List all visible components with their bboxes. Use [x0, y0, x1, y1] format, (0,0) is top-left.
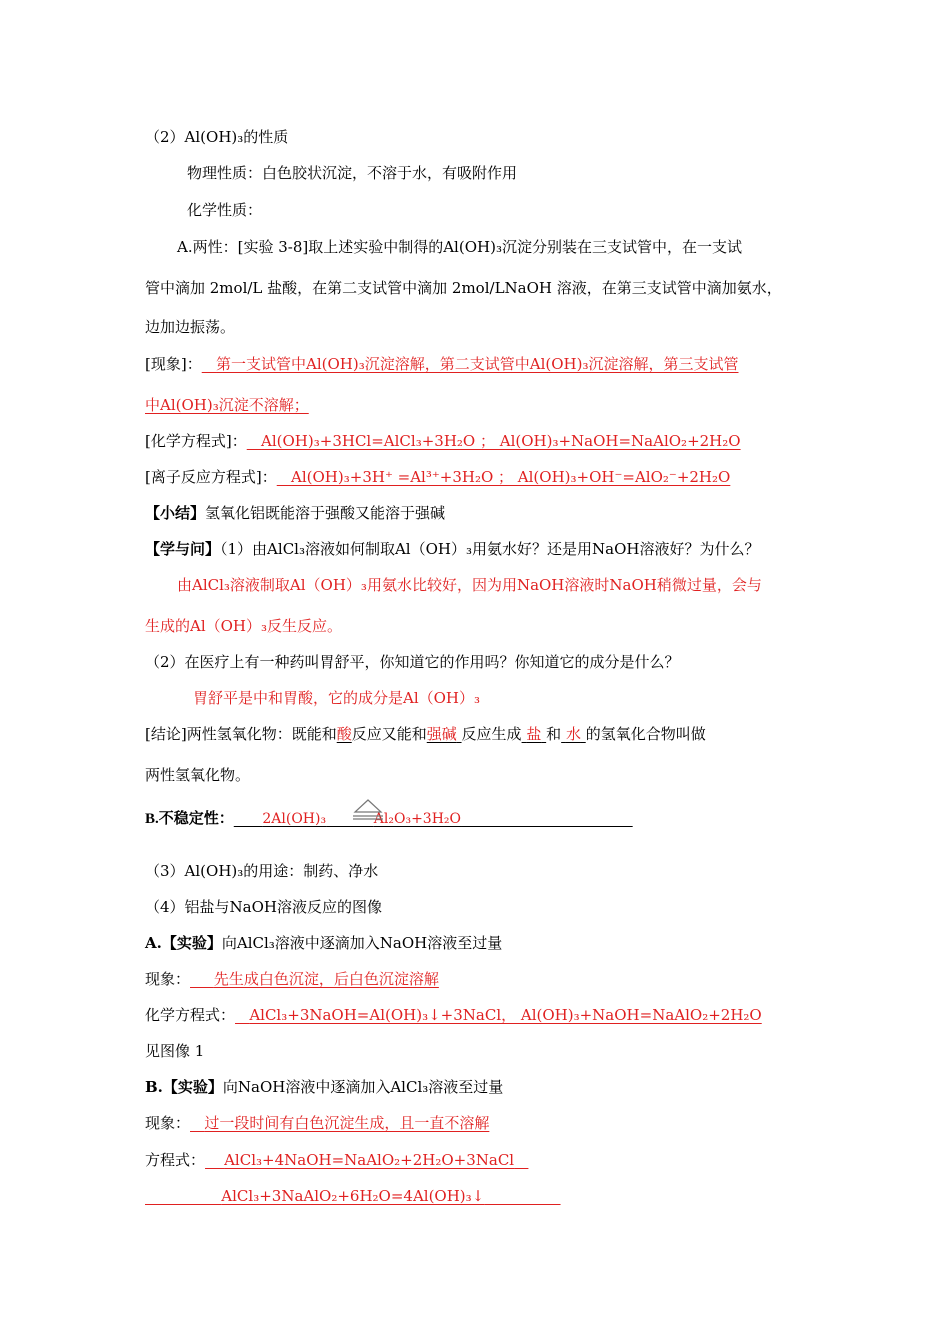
- conclusion-text-a: [结论]两性氢氧化物：既能和: [145, 725, 337, 743]
- experiment-a-tag: A.【实验】: [145, 934, 222, 952]
- phenomenon-answer-2: 中Al(OH)₃沉淀不溶解；: [145, 396, 309, 414]
- section-4-title: （4）铝盐与NaOH溶液反应的图像: [145, 898, 382, 916]
- experiment-a-row: [145, 933, 502, 953]
- chemical-equation-row: [145, 431, 741, 451]
- see-graph-1: 见图像 1: [145, 1042, 205, 1060]
- equation-a-label: 化学方程式：: [145, 1006, 236, 1024]
- learn-ask-question-2: （2）在医疗上有一种药叫胃舒平，你知道它的作用吗？你知道它的成分是什么？: [145, 653, 680, 671]
- equation-a-row: [145, 1005, 762, 1025]
- heat-triangle-icon: [352, 798, 384, 824]
- phenomenon-label: [现象]：: [145, 355, 202, 373]
- conclusion-blank-acid: 酸: [336, 725, 352, 743]
- learn-ask-tag: 【学与问】: [145, 540, 221, 558]
- conclusion-text-i: 的氢氧化合物叫做: [585, 725, 706, 743]
- section-3-uses: （3）Al(OH)₃的用途：制药、净水: [145, 862, 379, 880]
- phenomenon-a-answer: 先生成白色沉淀，后白色沉淀溶解: [213, 970, 439, 988]
- phenomenon-b-label: 现象：: [145, 1114, 191, 1132]
- phenomenon-answer-1: 第一支试管中Al(OH)₃沉淀溶解，第二支试管中Al(OH)₃沉淀溶解，第三支试管: [216, 355, 739, 373]
- ionic-equation-row: [145, 467, 730, 487]
- phenomenon-b-row: [145, 1113, 489, 1133]
- equation-b-answer-1: AlCl₃+4NaOH=NaAlO₂+2H₂O+3NaCl: [224, 1151, 515, 1169]
- experiment-a-text: 向AlCl₃溶液中逐滴加入NaOH溶液至过量: [221, 934, 503, 952]
- instability-equation: 2Al(OH)₃ Al₂O₃+3H₂O: [262, 811, 462, 827]
- conclusion-line-2: 两性氢氧化物。: [145, 766, 251, 784]
- instability-label: B.不稳定性：: [145, 811, 234, 827]
- conclusion-blank-water: 水: [565, 725, 581, 743]
- conclusion-text-e: 反应生成: [461, 725, 522, 743]
- phenomenon-a-row: [145, 969, 439, 989]
- learn-ask-answer-2: 胃舒平是中和胃酸，它的成分是Al（OH）₃: [193, 689, 481, 707]
- chemical-equation-label: [化学方程式]：: [145, 432, 247, 450]
- amphoteric-line-3: 边加边振荡。: [145, 318, 236, 336]
- phenomenon-a-label: 现象：: [145, 970, 191, 988]
- equation-a-answer: AlCl₃+3NaOH=Al(OH)₃↓+3NaCl， Al(OH)₃+NaOH=NaAlO₂+2H₂O: [249, 1006, 762, 1024]
- learn-ask-answer-1-line-2: 生成的Al（OH）₃反生反应。: [145, 617, 343, 635]
- summary-text: 氢氧化铝既能溶于强酸又能溶于强碱: [205, 504, 446, 522]
- experiment-b-tag: B.【实验】: [145, 1078, 223, 1096]
- experiment-b-row: [145, 1077, 503, 1097]
- instability-row: [145, 808, 633, 829]
- equation-b-row-2: [145, 1186, 561, 1206]
- phenomenon-b-answer: 过一段时间有白色沉淀生成，且一直不溶解: [204, 1114, 490, 1132]
- conclusion-blank-base: 强碱: [426, 725, 457, 743]
- conclusion-row: [145, 724, 706, 744]
- summary-tag: 【小结】: [145, 504, 206, 522]
- ionic-equation-label: [离子反应方程式]：: [145, 468, 277, 486]
- chemical-properties: 化学性质：: [187, 201, 263, 219]
- chemical-equation-answer: Al(OH)₃+3HCl=AlCl₃+3H₂O ； Al(OH)₃+NaOH=NaAlO₂+2H₂O: [261, 432, 741, 450]
- phenomenon-row: [145, 354, 739, 374]
- learn-ask-row: [145, 539, 759, 559]
- experiment-b-text: 向NaOH溶液中逐滴加入AlCl₃溶液至过量: [222, 1078, 504, 1096]
- conclusion-text-c: 反应又能和: [351, 725, 427, 743]
- summary-row: [145, 503, 445, 523]
- amphoteric-line-2: 管中滴加 2mol/L 盐酸，在第二支试管中滴加 2mol/LNaOH 溶液，在第三支试管中滴加氨水，: [145, 279, 782, 297]
- physical-properties: 物理性质：白色胶状沉淀，不溶于水，有吸附作用: [187, 164, 518, 182]
- amphoteric-line-1: A.两性：[实验 3-8]取上述实验中制得的Al(OH)₃沉淀分别装在三支试管中，在一支试: [177, 238, 742, 256]
- ionic-equation-answer: Al(OH)₃+3H⁺ =Al³⁺+3H₂O ； Al(OH)₃+OH⁻=AlO₂⁻+2H₂O: [291, 468, 731, 486]
- equation-b-row-1: [145, 1150, 528, 1170]
- learn-ask-answer-1-line-1: 由AlCl₃溶液制取Al（OH）₃用氨水比较好，因为用NaOH溶液时NaOH稍微过量，会与: [177, 576, 762, 594]
- equation-b-answer-2: AlCl₃+3NaAlO₂+6H₂O=4Al(OH)₃↓: [221, 1187, 485, 1205]
- conclusion-text-g: 和: [546, 725, 562, 743]
- section-2-title: （2）Al(OH)₃的性质: [145, 128, 289, 146]
- learn-ask-question-1: （1）由AlCl₃溶液如何制取Al（OH）₃用氨水好？还是用NaOH溶液好？为什么？: [220, 540, 760, 558]
- conclusion-blank-salt: 盐: [526, 725, 542, 743]
- equation-b-label: 方程式：: [145, 1151, 206, 1169]
